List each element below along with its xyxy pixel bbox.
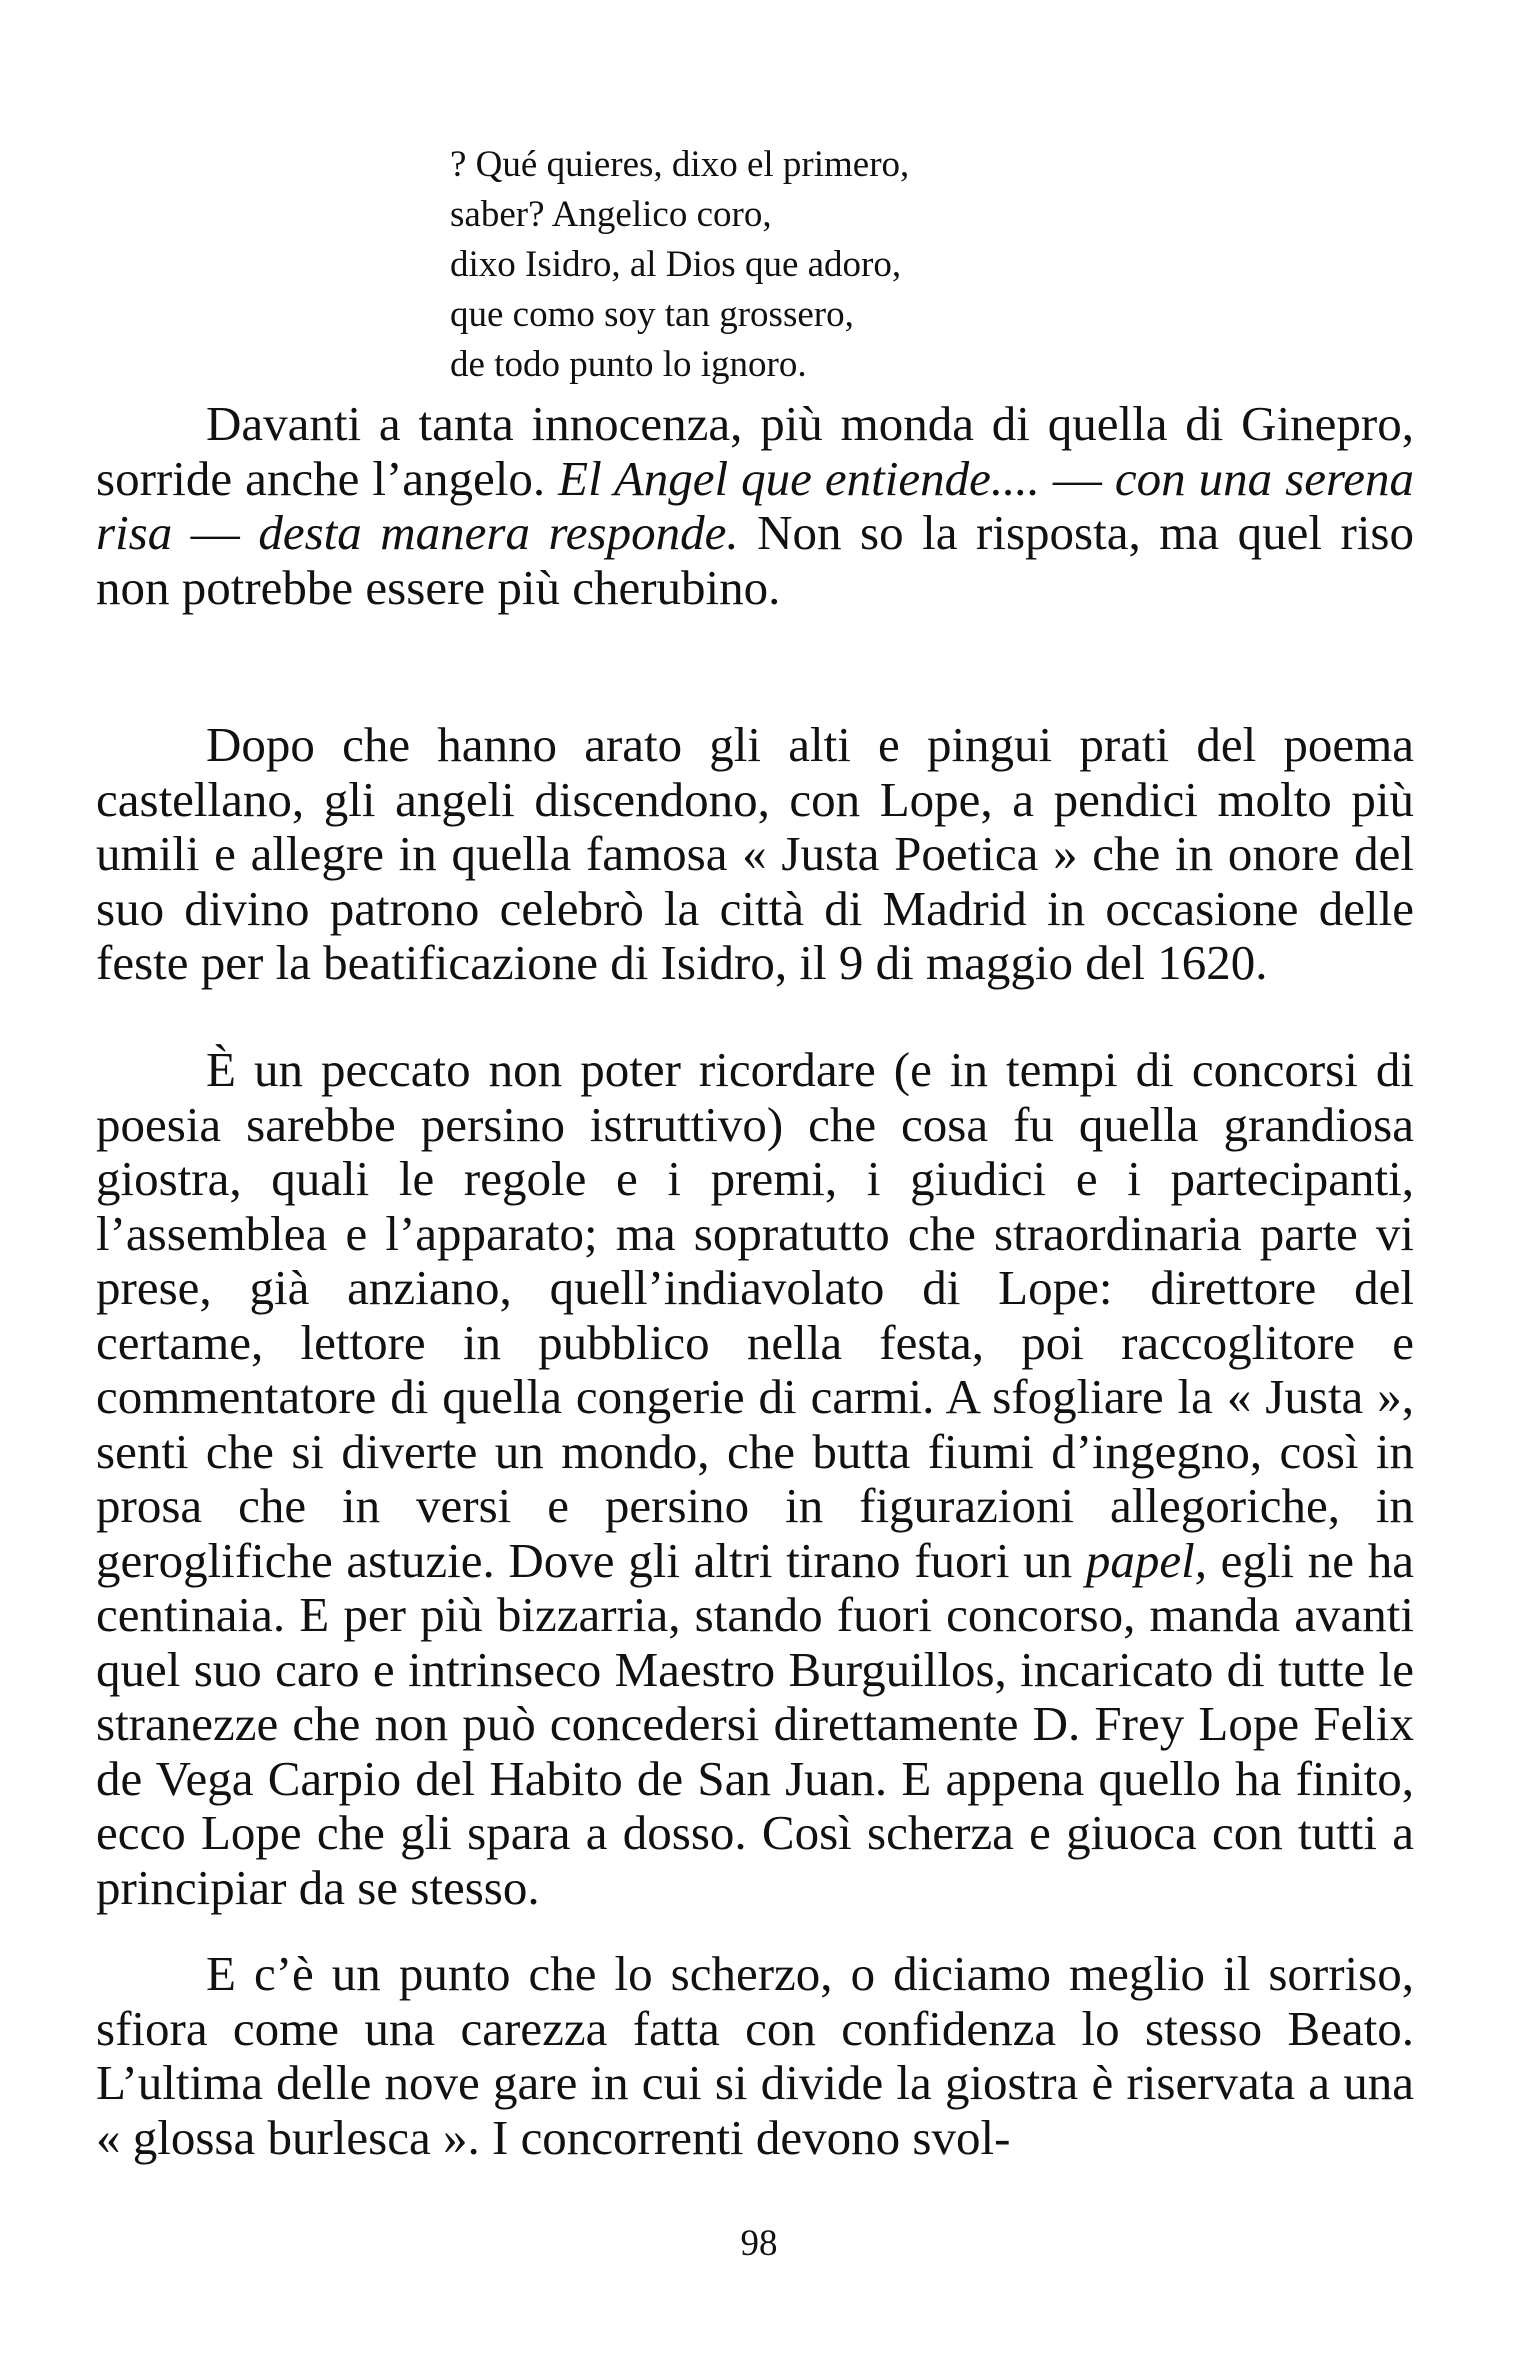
spanish-quote: con una serena risa (96, 450, 1414, 560)
verse-line: saber? Angelico coro, (450, 194, 772, 235)
paragraph-text: È un peccato non poter ricordare (e in tempi di concorsi di poesia sarebbe persino istruttivo) che cosa fu quella grandiosa giostra, quali le regole e i premi, i giudici e i partecipanti, l’assemblea e l’apparato; ma sopratutto che straordinaria parte vi prese, già anziano, quell’indiavolato di Lope: direttore del certame, lettore in pubblico nella festa, poi raccoglitore e commentatore di quella congerie di carmi. A sfogliare la « Justa », senti che si diverte un mondo, che butta fiumi d’ingegno, così in prosa che in versi e persino in figurazioni allegoriche, in geroglifiche astuzie. Dove gli altri tirano fuori un (96, 1042, 1414, 1588)
verse-line: ? Qué quieres, dixo el primero, (450, 144, 910, 185)
page-number: 98 (740, 2223, 778, 2264)
spanish-quote: El Angel que entiende.... (558, 450, 1040, 506)
paragraph-text: Non so la risposta, ma quel riso non potrebbe essere più cherubino. (96, 505, 1415, 615)
spanish-quote: desta manera responde. (258, 505, 739, 560)
paragraph-justa-poetica: Dopo che hanno arato gli alti e pingui prati del poema castellano, gli angeli discendono, con Lope, a pendici molto più umili e allegre in quella famosa « Justa Poetica » che in onore del suo divino patrono celebrò la città di Madrid in occasione delle feste per la beatificazione di Isidro, il 9 di maggio del 1620. (96, 717, 1414, 990)
verse-line: que como soy tan grossero, (450, 294, 854, 335)
paragraph-giostra (96, 1043, 1414, 1915)
verse-line: dixo Isidro, al Dios que adoro, (450, 244, 902, 285)
paragraph-text: egli ne ha centinaia. E per più bizzarria, stando fuori concorso, manda avanti quel suo caro e intrinseco Maestro Burguillos, incaricato di tutte le stranezze che non può concedersi direttamente D. Frey Lope Felix de Vega Carpio del Habito de San Juan. E appena quello ha finito, ecco Lope che gli spara a dosso. Così scherza e giuoca con tutti a principiar da se stesso. (96, 1532, 1414, 1915)
verse-line: de todo punto lo ignoro. (450, 344, 807, 385)
verse-stanza (450, 140, 1210, 390)
paragraph-text: — (1039, 450, 1115, 506)
paragraph-text: Davanti a tanta innocenza, più monda di quella di Ginepro, sorride anche l’angelo. (96, 396, 1414, 506)
italic-word: papel, (1085, 1532, 1207, 1588)
paragraph-angel-response (96, 397, 1414, 615)
paragraph-glossa-burlesca: E c’è un punto che lo scherzo, o diciamo meglio il sorriso, sfiora come una carezza fatta con confidenza lo stesso Beato. L’ultima delle nove gare in cui si divide la giostra è riservata a una « glossa burlesca ». I concorrenti devono svol- (96, 1946, 1414, 2165)
paragraph-text: — (172, 505, 259, 560)
